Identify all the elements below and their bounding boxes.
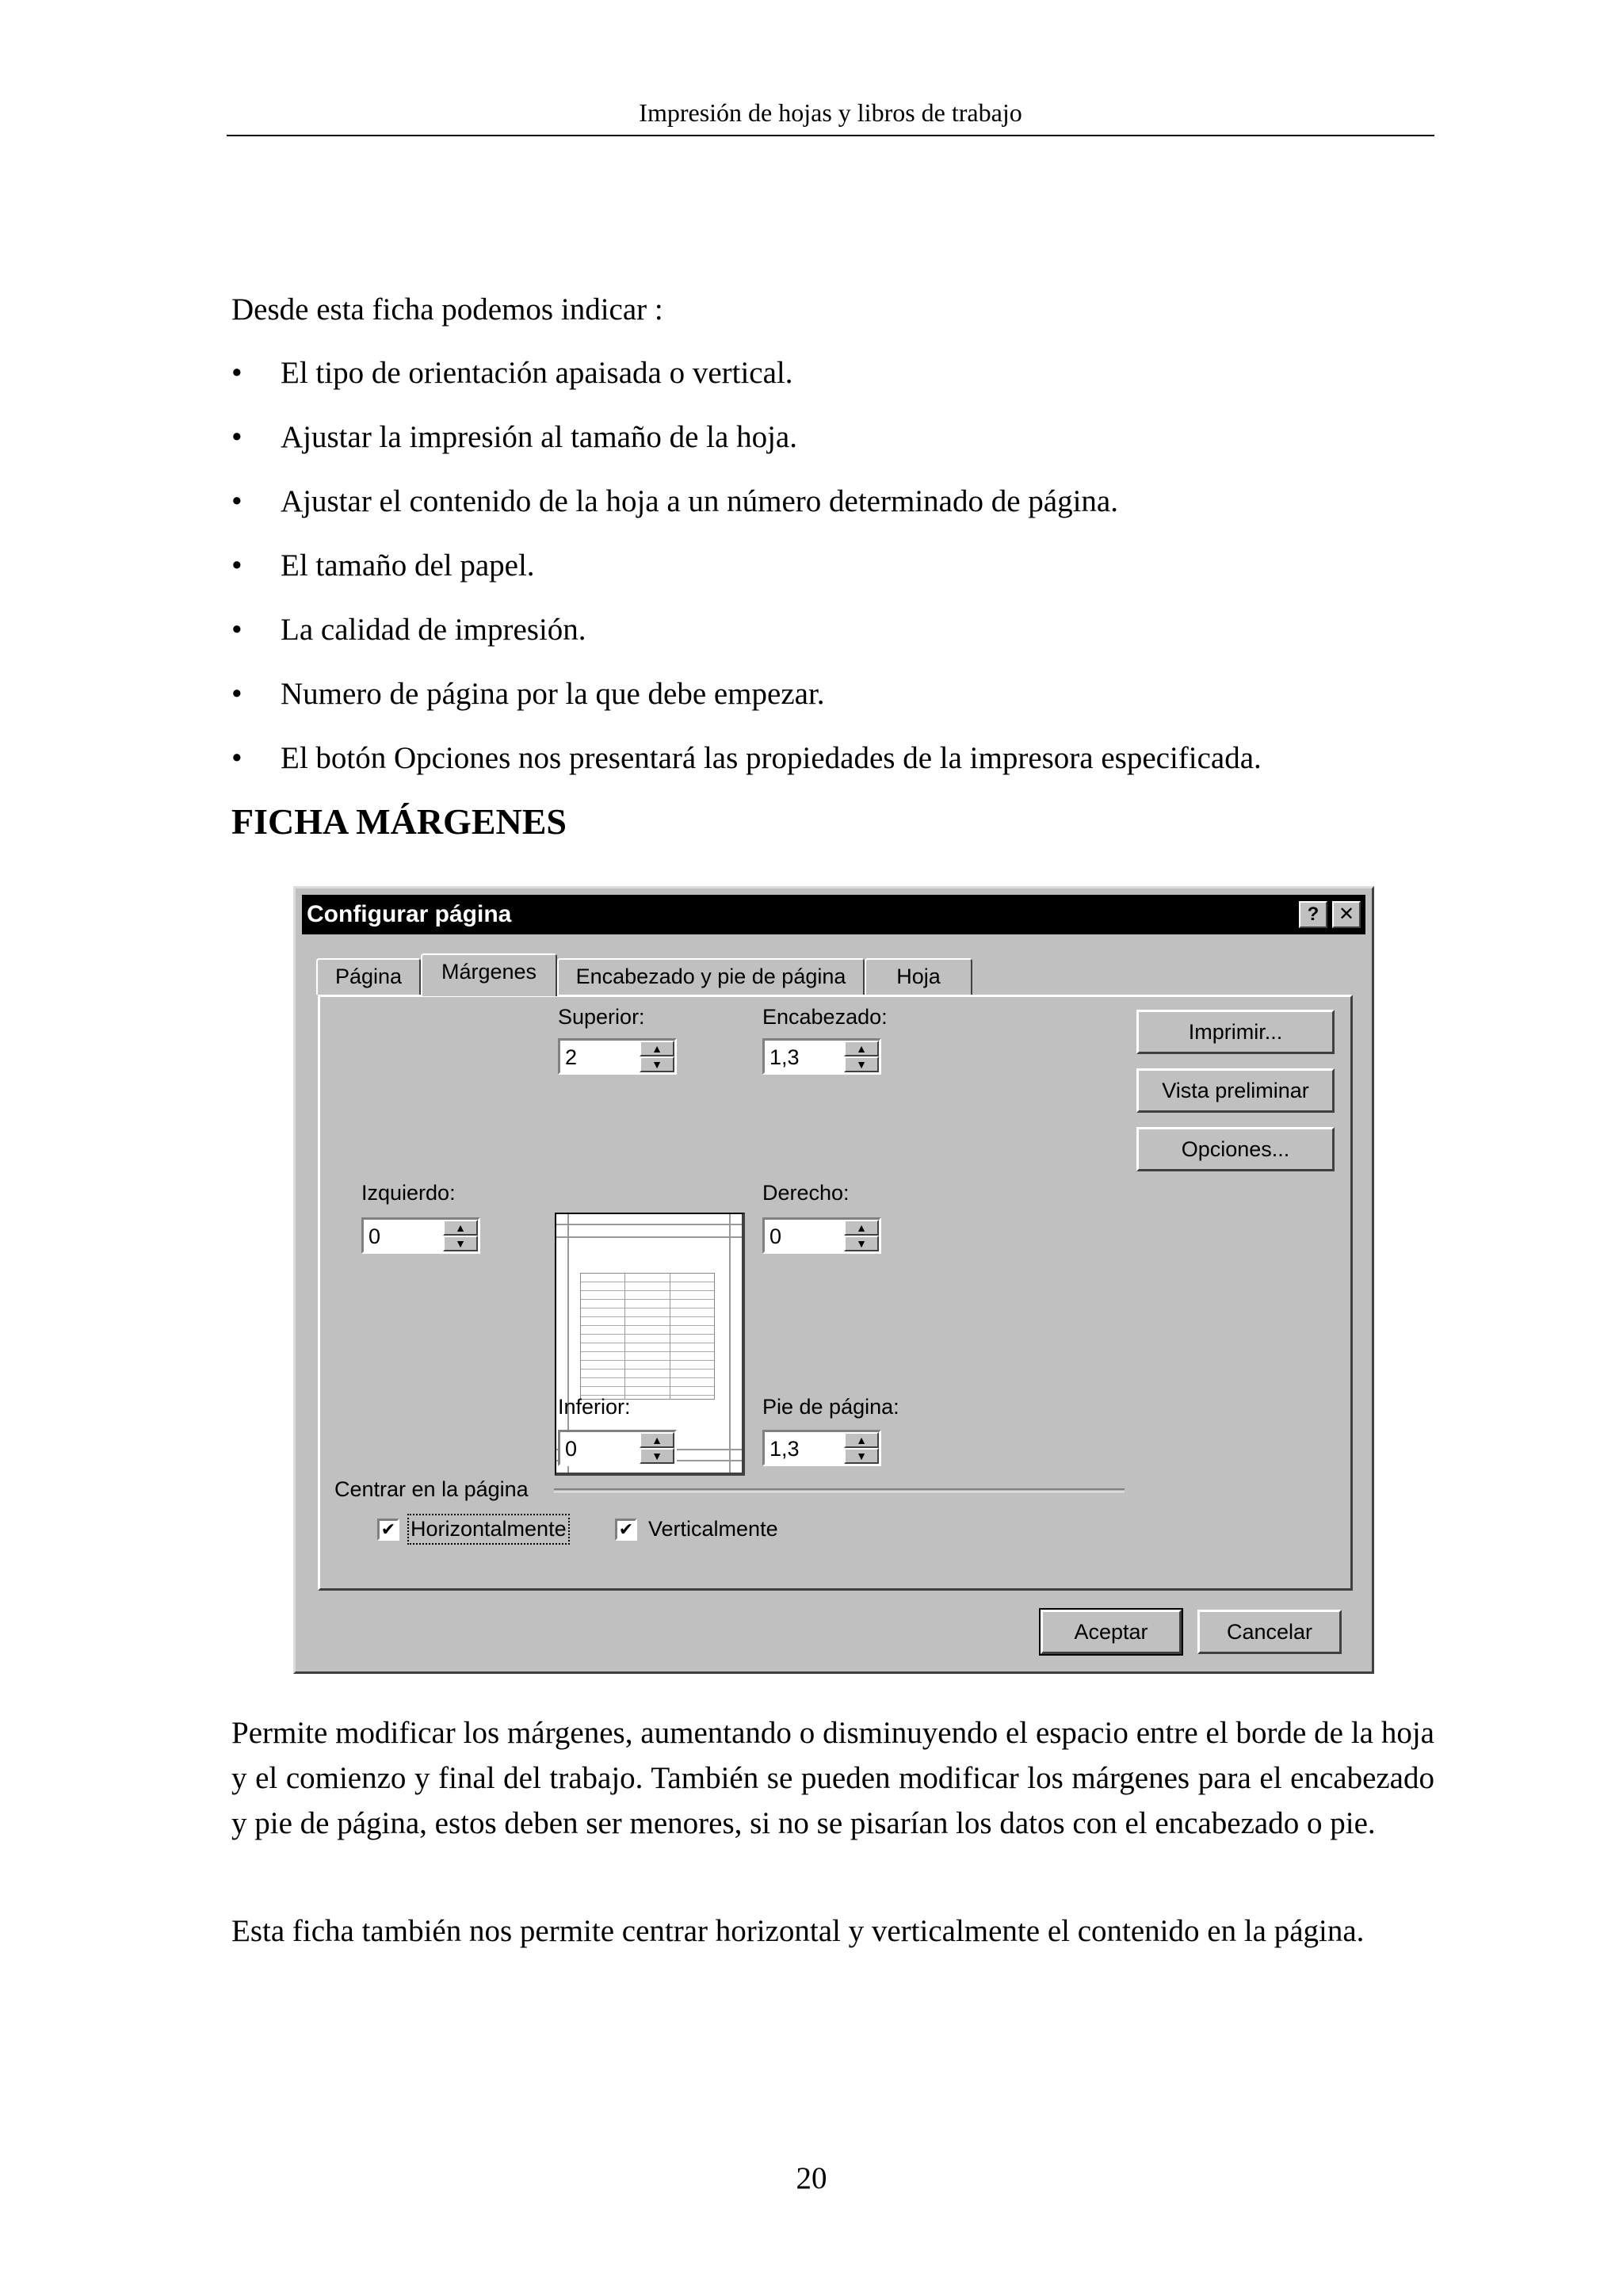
header-rule xyxy=(227,135,1434,136)
list-item: • Ajustar la impresión al tamaño de la hoja. xyxy=(231,420,797,454)
izquierdo-label: Izquierdo: xyxy=(361,1181,456,1205)
paragraph: Esta ficha también nos permite centrar horizontal y verticalmente el contenido en la página. xyxy=(231,1914,1365,1948)
inferior-label: Inferior: xyxy=(558,1395,631,1419)
izquierdo-value[interactable]: 0 xyxy=(369,1224,381,1248)
spin-up-icon[interactable]: ▲ xyxy=(844,1220,879,1236)
tab-margenes[interactable]: Márgenes xyxy=(421,953,557,996)
inferior-stepper[interactable] xyxy=(558,1430,677,1466)
bullet-icon: • xyxy=(231,613,242,647)
aceptar-button[interactable]: Aceptar xyxy=(1041,1610,1182,1654)
imprimir-button[interactable]: Imprimir... xyxy=(1136,1010,1335,1054)
superior-label: Superior: xyxy=(558,1005,645,1029)
pie-stepper[interactable] xyxy=(762,1430,881,1466)
section-title: FICHA MÁRGENES xyxy=(231,801,567,842)
vertical-checkbox[interactable]: ✔ xyxy=(615,1519,637,1541)
derecho-value[interactable]: 0 xyxy=(769,1224,782,1248)
tab-encabezado[interactable]: Encabezado y pie de página xyxy=(557,958,865,995)
vertical-label[interactable]: Verticalmente xyxy=(648,1517,778,1541)
bullet-list xyxy=(231,355,1262,804)
intro-text: Desde esta ficha podemos indicar : xyxy=(231,292,663,327)
superior-value[interactable]: 2 xyxy=(565,1045,578,1069)
spin-up-icon[interactable]: ▲ xyxy=(844,1432,879,1448)
dialog-title: Configurar página xyxy=(307,901,512,927)
paragraph: Permite modificar los márgenes, aumentando o disminuyendo el espacio entre el borde de la hoja y el comienzo y final del trabajo. También se pueden modificar los márgenes para el encabezado y pie de página, estos deben ser menores, si no se pisarían los datos con el encabezado o pie. xyxy=(231,1716,1434,1840)
opciones-button[interactable]: Opciones... xyxy=(1136,1127,1335,1171)
encabezado-stepper[interactable] xyxy=(762,1038,881,1075)
derecho-stepper[interactable] xyxy=(762,1217,881,1254)
encabezado-label: Encabezado: xyxy=(762,1005,888,1029)
spin-down-icon[interactable]: ▼ xyxy=(844,1448,879,1464)
bullet-icon: • xyxy=(231,484,242,518)
bullet-icon: • xyxy=(231,548,242,583)
spin-down-icon[interactable]: ▼ xyxy=(443,1236,478,1251)
close-icon[interactable]: ✕ xyxy=(1332,901,1361,928)
spin-down-icon[interactable]: ▼ xyxy=(640,1448,674,1464)
spin-down-icon[interactable]: ▼ xyxy=(640,1056,674,1072)
horizontal-checkbox[interactable]: ✔ xyxy=(377,1519,399,1541)
tab-hoja[interactable]: Hoja xyxy=(865,958,972,995)
help-icon[interactable]: ? xyxy=(1299,901,1327,928)
pie-value[interactable]: 1,3 xyxy=(769,1437,800,1461)
bullet-icon: • xyxy=(231,356,242,390)
list-item: • La calidad de impresión. xyxy=(231,613,586,647)
running-header: Impresión de hojas y libros de trabajo xyxy=(639,98,1022,127)
spin-up-icon[interactable]: ▲ xyxy=(640,1432,674,1448)
spin-down-icon[interactable]: ▼ xyxy=(844,1236,879,1251)
tab-pagina[interactable]: Página xyxy=(316,958,421,995)
vista-preliminar-button[interactable]: Vista preliminar xyxy=(1136,1068,1335,1113)
derecho-label: Derecho: xyxy=(762,1181,850,1205)
spin-up-icon[interactable]: ▲ xyxy=(443,1220,478,1236)
cancelar-button[interactable]: Cancelar xyxy=(1197,1610,1342,1654)
encabezado-value[interactable]: 1,3 xyxy=(769,1045,800,1069)
list-item: • Numero de página por la que debe empezar. xyxy=(231,677,825,711)
centrar-group-label: Centrar en la página xyxy=(334,1477,535,1502)
spin-up-icon[interactable]: ▲ xyxy=(640,1041,674,1056)
bullet-icon: • xyxy=(231,420,242,454)
bullet-icon: • xyxy=(231,677,242,711)
page-setup-dialog xyxy=(293,886,1374,1674)
list-item: • El botón Opciones nos presentará las propiedades de la impresora especificada. xyxy=(231,741,1262,775)
bullet-icon: • xyxy=(231,741,242,775)
izquierdo-stepper[interactable] xyxy=(361,1217,480,1254)
spin-down-icon[interactable]: ▼ xyxy=(844,1056,879,1072)
list-item: • El tipo de orientación apaisada o vertical. xyxy=(231,356,793,390)
preview-grid xyxy=(580,1273,715,1400)
list-item: • Ajustar el contenido de la hoja a un número determinado de página. xyxy=(231,484,1118,518)
margins-panel xyxy=(318,995,1353,1591)
group-divider xyxy=(554,1488,1125,1492)
dialog-titlebar xyxy=(302,895,1365,934)
list-item: • El tamaño del papel. xyxy=(231,548,535,583)
page-number: 20 xyxy=(796,2161,827,2195)
superior-stepper[interactable] xyxy=(558,1038,677,1075)
spin-up-icon[interactable]: ▲ xyxy=(844,1041,879,1056)
inferior-value[interactable]: 0 xyxy=(565,1437,578,1461)
pie-label: Pie de página: xyxy=(762,1395,899,1419)
horizontal-label[interactable]: Horizontalmente xyxy=(411,1517,567,1541)
